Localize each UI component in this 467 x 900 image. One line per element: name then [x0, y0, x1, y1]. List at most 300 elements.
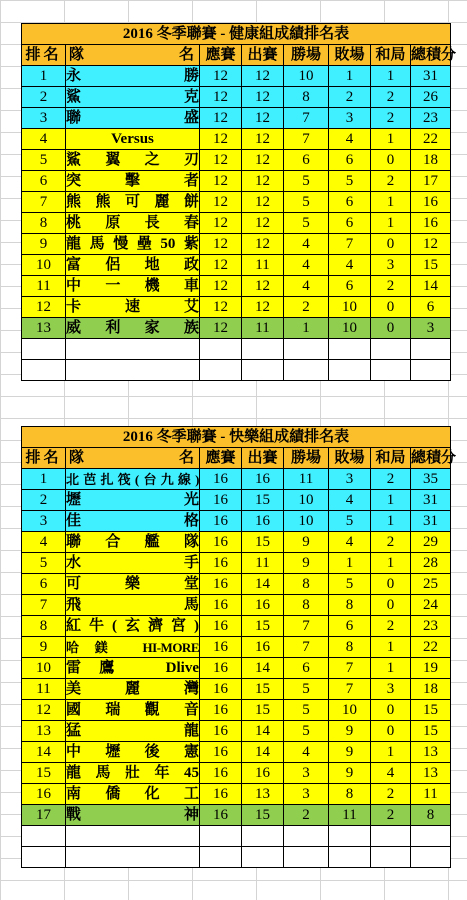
cell-games: 16: [200, 574, 242, 595]
cell-wins: 10: [284, 66, 329, 87]
cell-losses: 4: [329, 490, 371, 511]
cell-team: 美 麗 灣: [66, 679, 200, 700]
cell-team: 水 手: [66, 553, 200, 574]
cell-losses: 9: [329, 742, 371, 763]
cell-wins: 6: [284, 658, 329, 679]
cell-played: 16: [242, 595, 284, 616]
table-row: [22, 553, 451, 574]
cell-draws: 2: [371, 784, 411, 805]
header-losses: 敗場: [329, 45, 371, 66]
table-row: [22, 574, 451, 595]
table-row: [22, 213, 451, 234]
cell-draws: 0: [371, 318, 411, 339]
cell-played: 12: [242, 66, 284, 87]
cell-draws: 1: [371, 192, 411, 213]
empty-cell: [66, 339, 200, 360]
cell-team: 雷鷹 Dlive: [66, 658, 200, 679]
table-row: [22, 490, 451, 511]
cell-losses: 4: [329, 255, 371, 276]
cell-draws: 1: [371, 742, 411, 763]
cell-team: 中壢後憲: [66, 742, 200, 763]
cell-played: 14: [242, 658, 284, 679]
cell-wins: 5: [284, 171, 329, 192]
table-row: [22, 637, 451, 658]
table-row: [22, 276, 451, 297]
cell-losses: 7: [329, 679, 371, 700]
table-row: [22, 469, 451, 490]
cell-games: 16: [200, 721, 242, 742]
cell-team: 富侶地政: [66, 255, 200, 276]
cell-team: 卡 速 艾: [66, 297, 200, 318]
cell-games: 16: [200, 742, 242, 763]
header-rank: 排名: [22, 448, 66, 469]
cell-played: 13: [242, 784, 284, 805]
cell-draws: 1: [371, 490, 411, 511]
cell-draws: 1: [371, 658, 411, 679]
empty-cell: [242, 826, 284, 847]
cell-played: 14: [242, 742, 284, 763]
cell-points: 16: [411, 192, 451, 213]
header-team: 隊 名: [66, 45, 200, 66]
table-row: [22, 700, 451, 721]
cell-draws: 2: [371, 276, 411, 297]
cell-games: 16: [200, 637, 242, 658]
cell-wins: 10: [284, 490, 329, 511]
cell-team: 鯊 克: [66, 87, 200, 108]
cell-draws: 2: [371, 87, 411, 108]
cell-losses: 5: [329, 511, 371, 532]
cell-losses: 5: [329, 574, 371, 595]
cell-losses: 8: [329, 595, 371, 616]
cell-played: 12: [242, 108, 284, 129]
header-played: 出賽: [242, 448, 284, 469]
cell-team: 突 擊 者: [66, 171, 200, 192]
cell-points: 6: [411, 297, 451, 318]
cell-rank: 3: [22, 511, 66, 532]
empty-cell: [411, 826, 451, 847]
cell-team: 龍馬慢壘50紫: [66, 234, 200, 255]
empty-cell: [200, 826, 242, 847]
cell-games: 16: [200, 658, 242, 679]
empty-cell: [329, 339, 371, 360]
header-losses: 敗場: [329, 448, 371, 469]
cell-played: 16: [242, 469, 284, 490]
empty-cell: [242, 847, 284, 868]
cell-wins: 7: [284, 108, 329, 129]
cell-rank: 5: [22, 150, 66, 171]
cell-points: 14: [411, 276, 451, 297]
cell-rank: 13: [22, 318, 66, 339]
header-draws: 和局: [371, 448, 411, 469]
cell-losses: 6: [329, 150, 371, 171]
cell-wins: 4: [284, 255, 329, 276]
empty-cell: [200, 360, 242, 381]
cell-losses: 11: [329, 805, 371, 826]
cell-draws: 2: [371, 469, 411, 490]
cell-games: 12: [200, 171, 242, 192]
cell-played: 16: [242, 763, 284, 784]
cell-points: 16: [411, 213, 451, 234]
cell-rank: 11: [22, 679, 66, 700]
cell-games: 12: [200, 87, 242, 108]
cell-draws: 2: [371, 108, 411, 129]
cell-points: 29: [411, 532, 451, 553]
empty-cell: [284, 360, 329, 381]
cell-rank: 11: [22, 276, 66, 297]
cell-draws: 0: [371, 595, 411, 616]
cell-team: 北芭扎筏(台九線): [66, 469, 200, 490]
table-row: [22, 171, 451, 192]
table-row: [22, 532, 451, 553]
cell-rank: 7: [22, 192, 66, 213]
empty-cell: [22, 339, 66, 360]
cell-rank: 1: [22, 66, 66, 87]
empty-cell: [22, 360, 66, 381]
table-title-row: [22, 24, 451, 45]
cell-played: 14: [242, 574, 284, 595]
cell-team: 壢 光: [66, 490, 200, 511]
cell-rank: 10: [22, 255, 66, 276]
empty-cell: [329, 826, 371, 847]
cell-wins: 7: [284, 616, 329, 637]
cell-rank: 13: [22, 721, 66, 742]
table-row: [22, 255, 451, 276]
cell-played: 15: [242, 532, 284, 553]
empty-cell: [411, 360, 451, 381]
cell-games: 16: [200, 469, 242, 490]
cell-rank: 1: [22, 469, 66, 490]
cell-team: 永 勝: [66, 66, 200, 87]
header-rank: 排名: [22, 45, 66, 66]
happy-group-standings-table: [21, 426, 457, 868]
cell-games: 12: [200, 192, 242, 213]
cell-wins: 2: [284, 805, 329, 826]
cell-draws: 2: [371, 171, 411, 192]
cell-losses: 6: [329, 213, 371, 234]
cell-losses: 4: [329, 532, 371, 553]
table-row: [22, 679, 451, 700]
cell-points: 22: [411, 637, 451, 658]
cell-games: 12: [200, 108, 242, 129]
cell-games: 16: [200, 784, 242, 805]
cell-rank: 6: [22, 171, 66, 192]
cell-played: 12: [242, 276, 284, 297]
cell-rank: 9: [22, 637, 66, 658]
cell-rank: 3: [22, 108, 66, 129]
cell-draws: 1: [371, 637, 411, 658]
cell-wins: 4: [284, 276, 329, 297]
cell-wins: 9: [284, 532, 329, 553]
cell-games: 12: [200, 66, 242, 87]
cell-wins: 1: [284, 318, 329, 339]
cell-games: 12: [200, 129, 242, 150]
cell-points: 26: [411, 87, 451, 108]
cell-points: 15: [411, 700, 451, 721]
cell-wins: 7: [284, 129, 329, 150]
cell-games: 12: [200, 234, 242, 255]
cell-games: 16: [200, 616, 242, 637]
empty-cell: [329, 360, 371, 381]
cell-points: 31: [411, 66, 451, 87]
empty-row: [22, 847, 451, 868]
cell-rank: 17: [22, 805, 66, 826]
cell-losses: 6: [329, 276, 371, 297]
header-row: [22, 448, 451, 469]
table-row: [22, 150, 451, 171]
cell-team: 熊熊可麗餅: [66, 192, 200, 213]
cell-draws: 1: [371, 213, 411, 234]
cell-games: 12: [200, 276, 242, 297]
cell-points: 18: [411, 150, 451, 171]
cell-points: 22: [411, 129, 451, 150]
cell-losses: 9: [329, 721, 371, 742]
cell-rank: 8: [22, 213, 66, 234]
cell-wins: 5: [284, 213, 329, 234]
cell-games: 16: [200, 511, 242, 532]
empty-row: [22, 339, 451, 360]
table-row: [22, 129, 451, 150]
cell-losses: 2: [329, 87, 371, 108]
cell-played: 12: [242, 192, 284, 213]
cell-played: 12: [242, 171, 284, 192]
cell-points: 23: [411, 616, 451, 637]
cell-played: 15: [242, 679, 284, 700]
cell-losses: 3: [329, 108, 371, 129]
cell-rank: 4: [22, 532, 66, 553]
cell-wins: 7: [284, 637, 329, 658]
cell-rank: 15: [22, 763, 66, 784]
table-row: [22, 192, 451, 213]
cell-wins: 5: [284, 700, 329, 721]
cell-points: 12: [411, 234, 451, 255]
cell-losses: 7: [329, 658, 371, 679]
table-row: [22, 234, 451, 255]
cell-wins: 10: [284, 511, 329, 532]
cell-points: 25: [411, 574, 451, 595]
empty-cell: [284, 339, 329, 360]
cell-played: 15: [242, 616, 284, 637]
cell-losses: 3: [329, 469, 371, 490]
cell-wins: 6: [284, 150, 329, 171]
cell-losses: 7: [329, 234, 371, 255]
cell-points: 13: [411, 742, 451, 763]
cell-losses: 8: [329, 784, 371, 805]
cell-wins: 5: [284, 679, 329, 700]
empty-cell: [66, 847, 200, 868]
empty-cell: [284, 826, 329, 847]
table-row: [22, 297, 451, 318]
cell-wins: 8: [284, 87, 329, 108]
cell-draws: 0: [371, 721, 411, 742]
cell-rank: 12: [22, 700, 66, 721]
header-wins: 勝場: [284, 448, 329, 469]
cell-games: 12: [200, 150, 242, 171]
cell-rank: 8: [22, 616, 66, 637]
cell-points: 28: [411, 553, 451, 574]
cell-draws: 0: [371, 150, 411, 171]
cell-points: 17: [411, 171, 451, 192]
cell-draws: 3: [371, 679, 411, 700]
cell-team: 可 樂 堂: [66, 574, 200, 595]
empty-cell: [371, 339, 411, 360]
cell-rank: 9: [22, 234, 66, 255]
cell-games: 16: [200, 595, 242, 616]
cell-losses: 10: [329, 700, 371, 721]
cell-team: 聯 盛: [66, 108, 200, 129]
cell-games: 16: [200, 553, 242, 574]
empty-row: [22, 360, 451, 381]
cell-points: 3: [411, 318, 451, 339]
cell-points: 13: [411, 763, 451, 784]
header-points: 總積分: [411, 45, 451, 66]
cell-losses: 6: [329, 192, 371, 213]
table-row: [22, 742, 451, 763]
cell-draws: 0: [371, 297, 411, 318]
cell-points: 24: [411, 595, 451, 616]
cell-losses: 6: [329, 616, 371, 637]
cell-rank: 2: [22, 490, 66, 511]
cell-games: 16: [200, 700, 242, 721]
table-row: [22, 511, 451, 532]
cell-losses: 5: [329, 171, 371, 192]
cell-rank: 5: [22, 553, 66, 574]
cell-team: 中 一 機 車: [66, 276, 200, 297]
health-group-standings-table: [21, 23, 457, 381]
cell-losses: 9: [329, 763, 371, 784]
cell-rank: 10: [22, 658, 66, 679]
table-title: 2016 冬季聯賽 - 健康組成績排名表: [22, 24, 451, 45]
empty-cell: [200, 339, 242, 360]
table-row: [22, 721, 451, 742]
cell-played: 16: [242, 637, 284, 658]
empty-cell: [284, 847, 329, 868]
cell-losses: 10: [329, 318, 371, 339]
cell-points: 15: [411, 721, 451, 742]
cell-team: Versus: [66, 129, 200, 150]
cell-wins: 8: [284, 595, 329, 616]
cell-draws: 0: [371, 234, 411, 255]
empty-cell: [66, 826, 200, 847]
cell-rank: 14: [22, 742, 66, 763]
header-games: 應賽: [200, 45, 242, 66]
cell-draws: 4: [371, 763, 411, 784]
header-games: 應賽: [200, 448, 242, 469]
cell-played: 15: [242, 490, 284, 511]
cell-rank: 16: [22, 784, 66, 805]
empty-cell: [371, 847, 411, 868]
cell-played: 14: [242, 721, 284, 742]
header-row: [22, 45, 451, 66]
table-row: [22, 805, 451, 826]
cell-team: 哈鎂 HI-MORE: [66, 637, 200, 658]
cell-team: 鯊翼之刃: [66, 150, 200, 171]
cell-games: 12: [200, 297, 242, 318]
cell-draws: 1: [371, 66, 411, 87]
header-played: 出賽: [242, 45, 284, 66]
table-row: [22, 784, 451, 805]
cell-team: 桃原長春: [66, 213, 200, 234]
cell-rank: 12: [22, 297, 66, 318]
empty-cell: [371, 360, 411, 381]
cell-rank: 6: [22, 574, 66, 595]
cell-wins: 3: [284, 763, 329, 784]
cell-draws: 2: [371, 616, 411, 637]
cell-played: 16: [242, 511, 284, 532]
cell-played: 12: [242, 297, 284, 318]
table-title: 2016 冬季聯賽 - 快樂組成績排名表: [22, 427, 451, 448]
cell-draws: 2: [371, 805, 411, 826]
cell-played: 15: [242, 700, 284, 721]
cell-wins: 9: [284, 553, 329, 574]
cell-games: 12: [200, 318, 242, 339]
empty-cell: [242, 339, 284, 360]
cell-played: 11: [242, 553, 284, 574]
cell-wins: 4: [284, 742, 329, 763]
cell-played: 12: [242, 129, 284, 150]
header-draws: 和局: [371, 45, 411, 66]
table-row: [22, 595, 451, 616]
cell-wins: 3: [284, 784, 329, 805]
cell-rank: 4: [22, 129, 66, 150]
empty-cell: [242, 360, 284, 381]
header-points: 總積分: [411, 448, 451, 469]
cell-wins: 8: [284, 574, 329, 595]
cell-played: 15: [242, 805, 284, 826]
cell-points: 11: [411, 784, 451, 805]
table-row: [22, 616, 451, 637]
cell-team: 紅牛(玄濟宮): [66, 616, 200, 637]
cell-games: 16: [200, 490, 242, 511]
empty-cell: [371, 826, 411, 847]
header-team: 隊 名: [66, 448, 200, 469]
cell-draws: 0: [371, 574, 411, 595]
cell-played: 12: [242, 87, 284, 108]
cell-played: 11: [242, 318, 284, 339]
table-row: [22, 87, 451, 108]
cell-points: 8: [411, 805, 451, 826]
cell-games: 16: [200, 805, 242, 826]
cell-played: 11: [242, 255, 284, 276]
empty-cell: [329, 847, 371, 868]
cell-games: 16: [200, 763, 242, 784]
cell-games: 12: [200, 213, 242, 234]
cell-played: 12: [242, 234, 284, 255]
empty-cell: [411, 339, 451, 360]
cell-draws: 0: [371, 700, 411, 721]
empty-cell: [200, 847, 242, 868]
table-title-row: [22, 427, 451, 448]
cell-losses: 10: [329, 297, 371, 318]
empty-cell: [22, 826, 66, 847]
cell-draws: 1: [371, 129, 411, 150]
table-row: [22, 763, 451, 784]
cell-losses: 8: [329, 637, 371, 658]
cell-losses: 1: [329, 66, 371, 87]
cell-played: 12: [242, 213, 284, 234]
cell-draws: 1: [371, 511, 411, 532]
cell-team: 飛 馬: [66, 595, 200, 616]
cell-team: 南僑化工: [66, 784, 200, 805]
cell-draws: 2: [371, 532, 411, 553]
cell-played: 12: [242, 150, 284, 171]
cell-team: 猛 龍: [66, 721, 200, 742]
cell-games: 12: [200, 255, 242, 276]
cell-games: 16: [200, 532, 242, 553]
cell-wins: 4: [284, 234, 329, 255]
cell-points: 23: [411, 108, 451, 129]
cell-draws: 1: [371, 553, 411, 574]
cell-team: 聯合艦隊: [66, 532, 200, 553]
